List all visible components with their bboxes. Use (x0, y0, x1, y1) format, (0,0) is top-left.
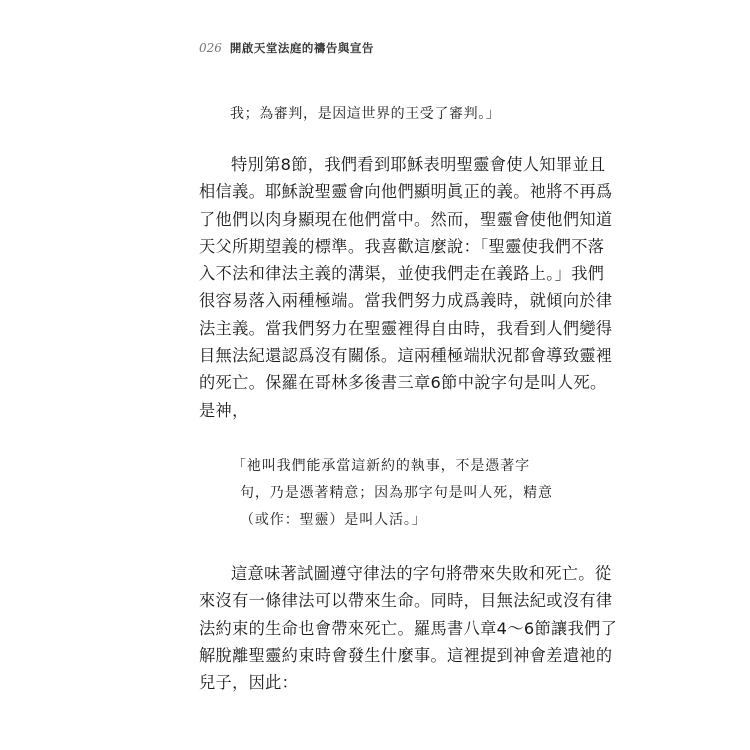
paragraph-line: 相信義。耶穌說聖靈會向他們顯明眞正的義。祂將不再爲 (199, 182, 613, 202)
scripture-block-quote (232, 453, 553, 534)
paragraph-line: 了他們以肉身顯現在他們當中。然而，聖靈會使他們知道 (199, 209, 613, 229)
paragraph-line: 來沒有一條律法可以帶來生命。同時，目無法紀或沒有律 (199, 591, 613, 611)
paragraph-line: 入不法和律法主義的溝渠，並使我們走在義路上。」我們 (199, 264, 605, 284)
paragraph-line: 法主義。當我們努力在聖靈裡得自由時，我看到人們變得 (199, 318, 613, 338)
quote-line: （或作：聖靈）是叫人活。」 (240, 512, 427, 528)
paragraph-line: 法約束的生命也會帶來死亡。羅馬書八章4～6節讓我們了 (199, 618, 618, 638)
running-title: 開啟天堂法庭的禱告與宣告 (229, 41, 374, 55)
paragraph-line: 特別第8節，我們看到耶穌表明聖靈會使人知罪並且 (231, 155, 606, 174)
paragraph-2 (199, 560, 618, 696)
paragraph-1 (199, 151, 613, 424)
paragraph-line: 兒子，因此： (199, 673, 299, 693)
quote-continuation: 我；為審判，是因這世界的王受了審判。」 (230, 106, 501, 122)
paragraph-line: 這意味著試圖遵守律法的字句將帶來失敗和死亡。從 (231, 564, 612, 583)
quote-line: 句，乃是憑著精意；因為那字句是叫人死，精意 (240, 485, 553, 501)
page-header (199, 40, 374, 60)
paragraph-line: 很容易落入兩種極端。當我們努力成爲義時，就傾向於律 (199, 291, 613, 311)
quote-line: 「祂叫我們能承當這新約的執事，不是憑著字 (232, 458, 530, 474)
paragraph-line: 的死亡。保羅在哥林多後書三章6節中說字句是叫人死。 (199, 373, 607, 393)
paragraph-line: 目無法紀還認爲沒有關係。這兩種極端狀況都會導致靈裡 (199, 346, 613, 366)
paragraph-line: 是神， (199, 400, 249, 420)
paragraph-line: 解脫離聖靈約束時會發生什麼事。這裡提到神會差遣祂的 (199, 645, 613, 665)
page-number: 026 (199, 41, 222, 55)
paragraph-line: 天父所期望義的標準。我喜歡這麼說：「聖靈使我們不落 (199, 236, 605, 256)
